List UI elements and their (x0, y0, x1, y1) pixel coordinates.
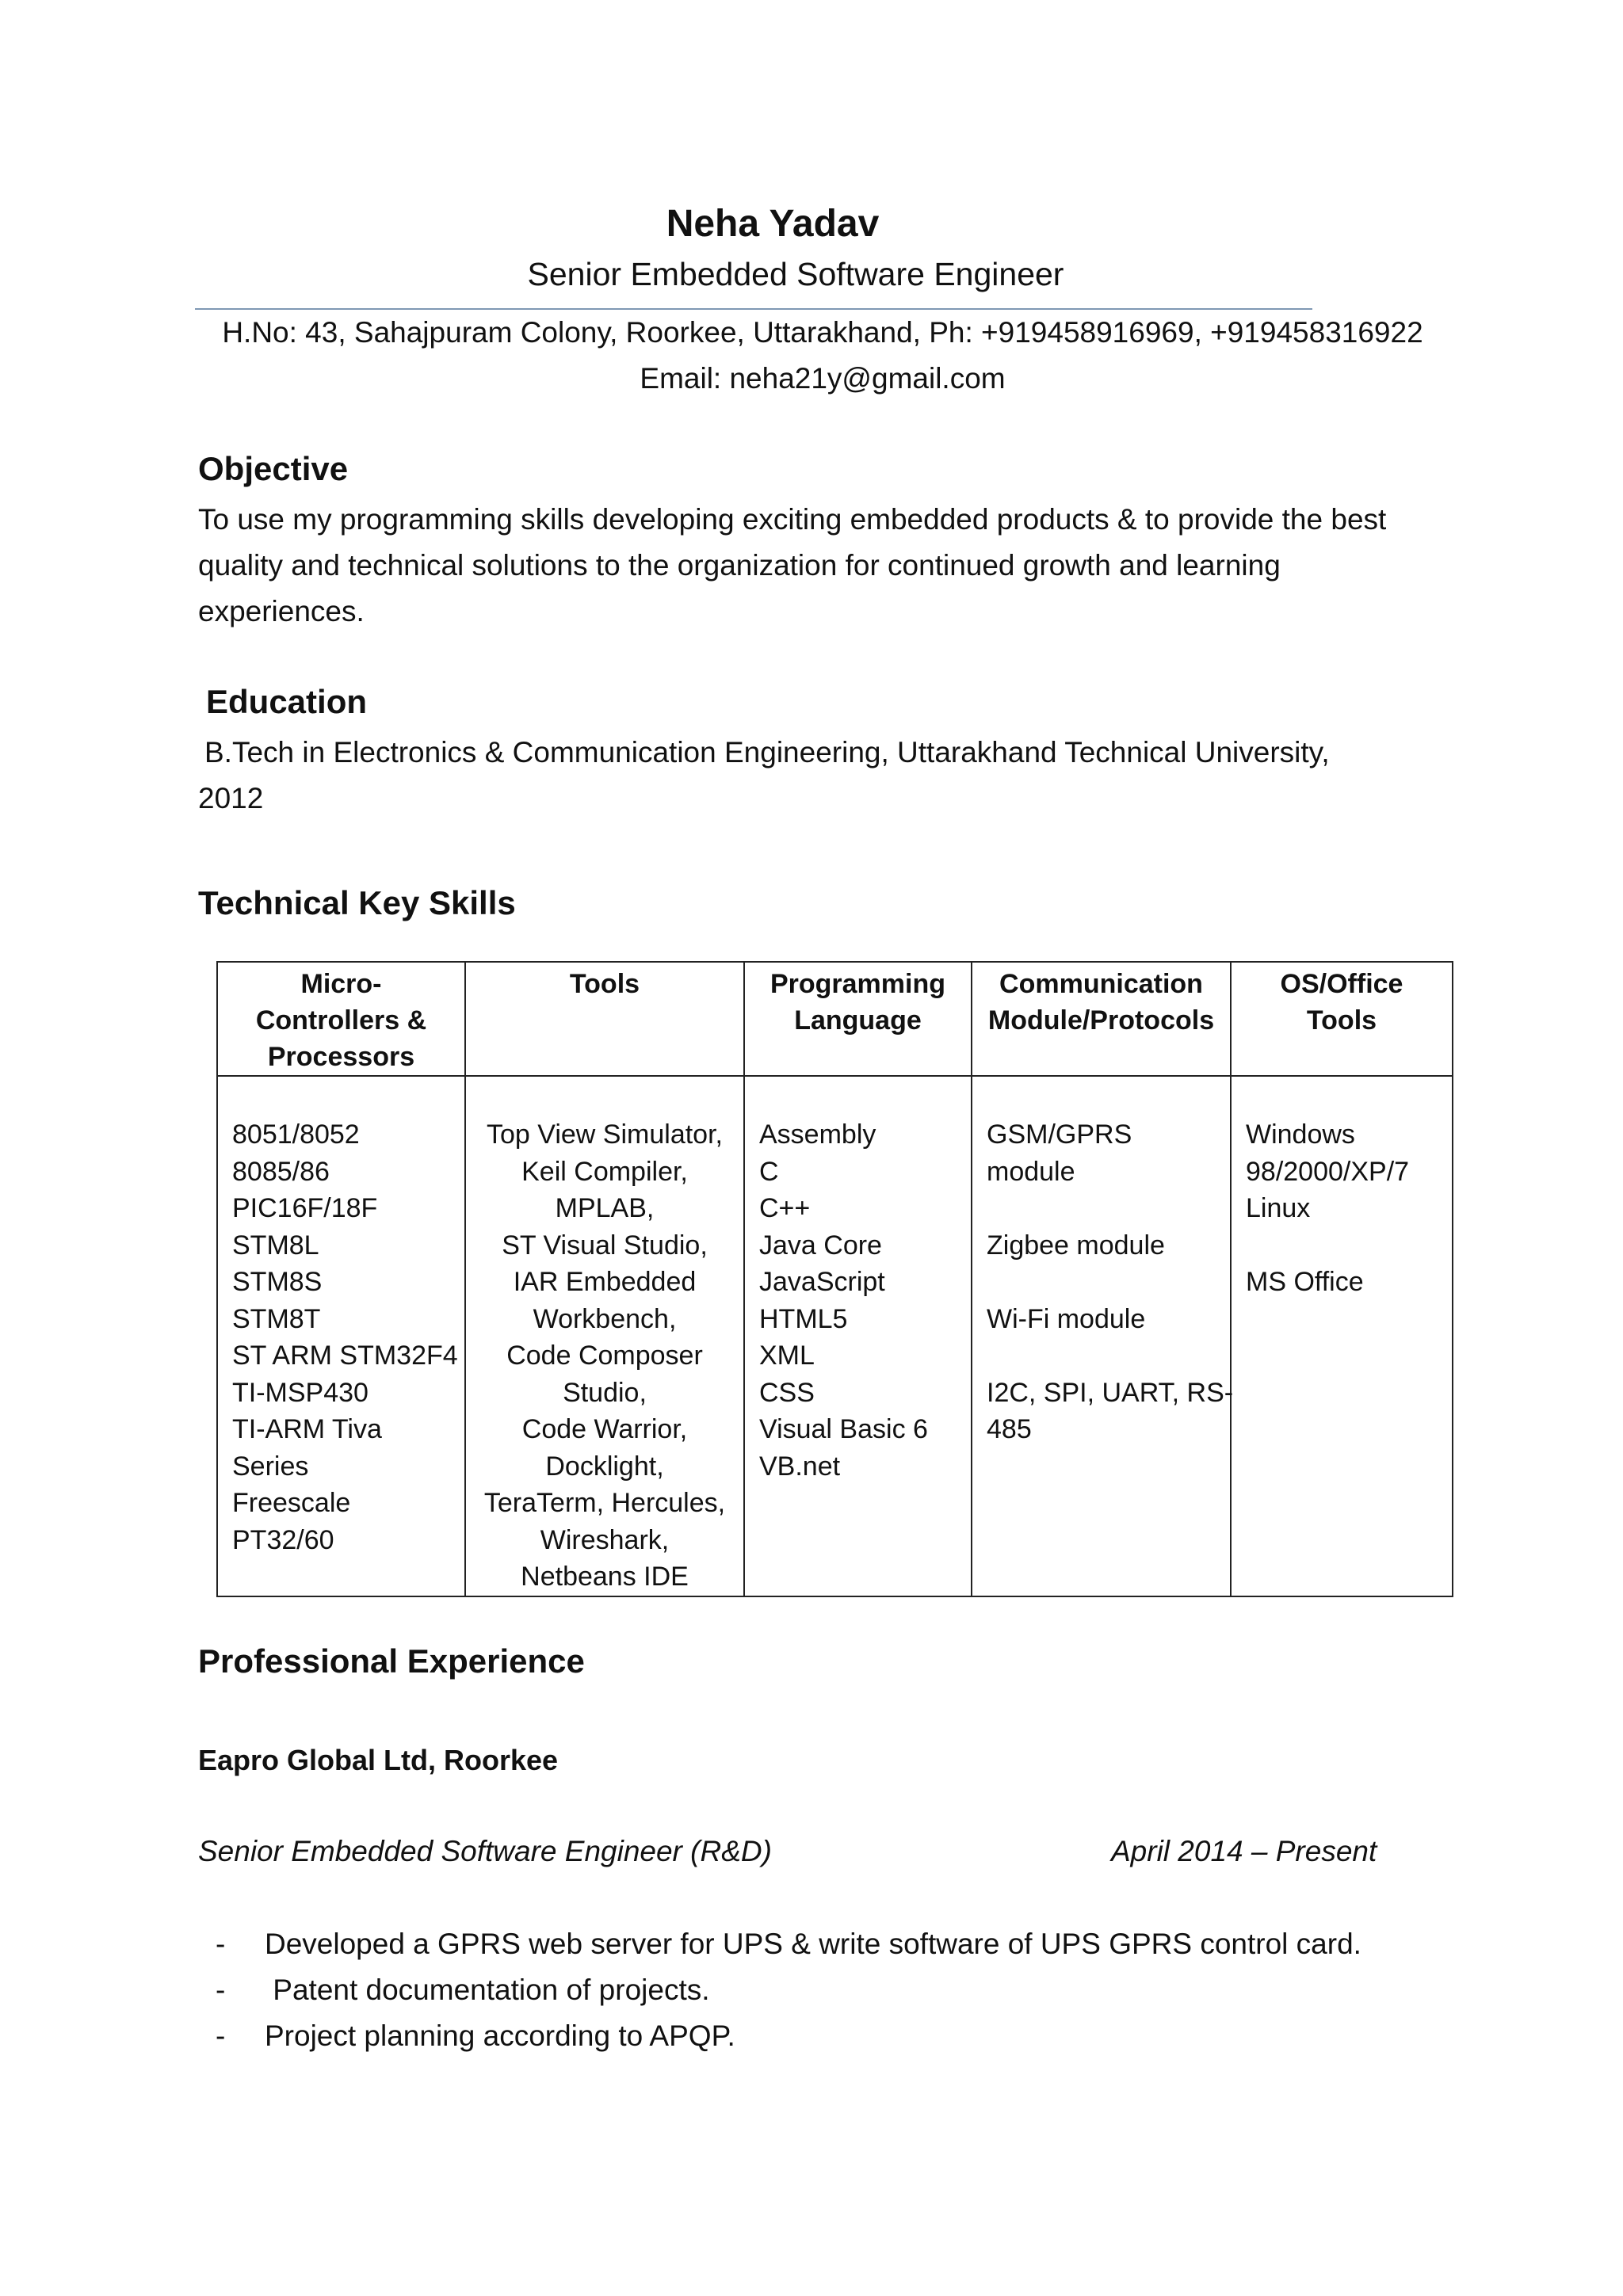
skill-item: 98/2000/XP/7 (1246, 1156, 1410, 1187)
skill-item: Studio, (563, 1377, 647, 1408)
education-line: B.Tech in Electronics & Communication Engineering, Uttarakhand Technical University, (204, 736, 1330, 769)
skill-item: Top View Simulator, (487, 1119, 723, 1150)
skill-item: STM8T (232, 1303, 321, 1334)
skill-item: Zigbee module (987, 1230, 1165, 1261)
experience-bullets (216, 1921, 1484, 2059)
candidate-title: Senior Embedded Software Engineer (527, 256, 1064, 292)
skills-cell-microcontrollers (217, 1076, 465, 1596)
objective-text (198, 497, 1482, 635)
skill-item: 8085/86 (232, 1156, 330, 1187)
skill-item: Linux (1246, 1193, 1311, 1223)
skill-item: Code Composer (506, 1341, 703, 1371)
skills-cell-communication (972, 1076, 1234, 1596)
header-divider (195, 308, 1312, 310)
bullet-text: Patent documentation of projects. (265, 1974, 710, 2006)
skills-table (216, 961, 1453, 1597)
experience-heading: Professional Experience (198, 1642, 585, 1680)
skill-item: CSS (759, 1377, 815, 1408)
skill-item: Wi-Fi module (987, 1303, 1146, 1334)
skills-body-row (217, 1076, 1453, 1596)
skill-item: TI-ARM Tiva (232, 1414, 382, 1444)
bullet-marker: - (216, 1928, 226, 1960)
skill-item: C (759, 1156, 779, 1187)
skills-cell-programming (744, 1076, 972, 1596)
skill-item: Windows (1246, 1119, 1355, 1150)
skill-gap (987, 1190, 1230, 1227)
skill-item: XML (759, 1341, 815, 1371)
skill-item: Java Core (759, 1230, 882, 1261)
skill-item: HTML5 (759, 1303, 848, 1334)
objective-line: To use my programming skills developing exciting embedded products & to provide the best (198, 503, 1387, 536)
objective-line: quality and technical solutions to the organization for continued growth and learning (198, 549, 1281, 582)
skills-header-microcontrollers: Micro- Controllers & Processors (217, 962, 465, 1076)
skills-header-row (217, 962, 1453, 1076)
education-heading: Education (206, 683, 368, 720)
skill-item: Netbeans IDE (521, 1562, 689, 1592)
skill-gap (1246, 1227, 1452, 1264)
skill-item: IAR Embedded (513, 1267, 697, 1297)
skill-item: PIC16F/18F (232, 1193, 378, 1223)
skill-item: JavaScript (759, 1267, 885, 1297)
objective-heading: Objective (198, 450, 349, 487)
skill-item: C++ (759, 1193, 811, 1223)
skill-item: Freescale (232, 1488, 351, 1518)
skill-item: Visual Basic 6 (759, 1414, 928, 1444)
bullet-item (216, 1967, 1484, 2013)
skills-header-programming: Programming Language (744, 962, 972, 1076)
skill-item: MPLAB, (555, 1193, 655, 1223)
skill-item: Workbench, (533, 1303, 677, 1334)
skill-item: Series (232, 1451, 309, 1482)
education-text (198, 730, 1482, 822)
skill-item: 485 (987, 1414, 1032, 1444)
skill-item: Wireshark, (540, 1524, 670, 1555)
education-line: 2012 (198, 782, 264, 814)
skill-item: TI-MSP430 (232, 1377, 369, 1408)
skill-item: STM8S (232, 1267, 323, 1297)
job-period: April 2014 – Present (1111, 1835, 1377, 1867)
skill-gap (987, 1264, 1230, 1301)
skill-item: Assembly (759, 1119, 876, 1150)
skill-item: module (987, 1156, 1075, 1187)
skill-item: Code Warrior, (521, 1414, 688, 1444)
skill-item: ST Visual Studio, (502, 1230, 708, 1261)
candidate-name: Neha Yadav (666, 203, 880, 245)
bullet-text: Developed a GPRS web server for UPS & write software of UPS GPRS control card. (265, 1928, 1361, 1960)
skills-cell-tools (465, 1076, 744, 1596)
skills-header-communication: Communication Module/Protocols (972, 962, 1231, 1076)
skill-item: STM8L (232, 1230, 319, 1261)
skill-item: TeraTerm, Hercules, (483, 1488, 726, 1518)
skill-item: PT32/60 (232, 1524, 334, 1555)
skills-heading: Technical Key Skills (198, 884, 516, 921)
objective-line: experiences. (198, 595, 365, 627)
skill-item: Keil Compiler, (521, 1156, 688, 1187)
skill-item: Docklight, (545, 1451, 664, 1482)
skill-item: VB.net (759, 1451, 841, 1482)
bullet-text: Project planning according to APQP. (265, 2019, 735, 2052)
skill-item: GSM/GPRS (987, 1119, 1132, 1150)
bullet-item (216, 2013, 1484, 2059)
skills-header-os: OS/Office Tools (1231, 962, 1453, 1076)
bullet-marker: - (216, 1974, 226, 2006)
skills-cell-os (1231, 1076, 1453, 1596)
bullet-item (216, 1921, 1484, 1967)
job-role: Senior Embedded Software Engineer (R&D) (198, 1835, 772, 1867)
skills-header-tools: Tools (465, 962, 744, 1076)
skill-item: MS Office (1246, 1267, 1364, 1297)
contact-email: Email: neha21y@gmail.com (640, 362, 1006, 395)
skill-item: ST ARM STM32F4 (232, 1341, 458, 1371)
skill-item: 8051/8052 (232, 1119, 360, 1150)
skill-item: I2C, SPI, UART, RS- (987, 1377, 1234, 1408)
bullet-marker: - (216, 2019, 226, 2052)
skill-gap (987, 1337, 1230, 1375)
contact-address: H.No: 43, Sahajpuram Colony, Roorkee, Uttarakhand, Ph: +919458916969, +919458316922 (222, 316, 1423, 349)
company-name: Eapro Global Ltd, Roorkee (198, 1744, 559, 1776)
